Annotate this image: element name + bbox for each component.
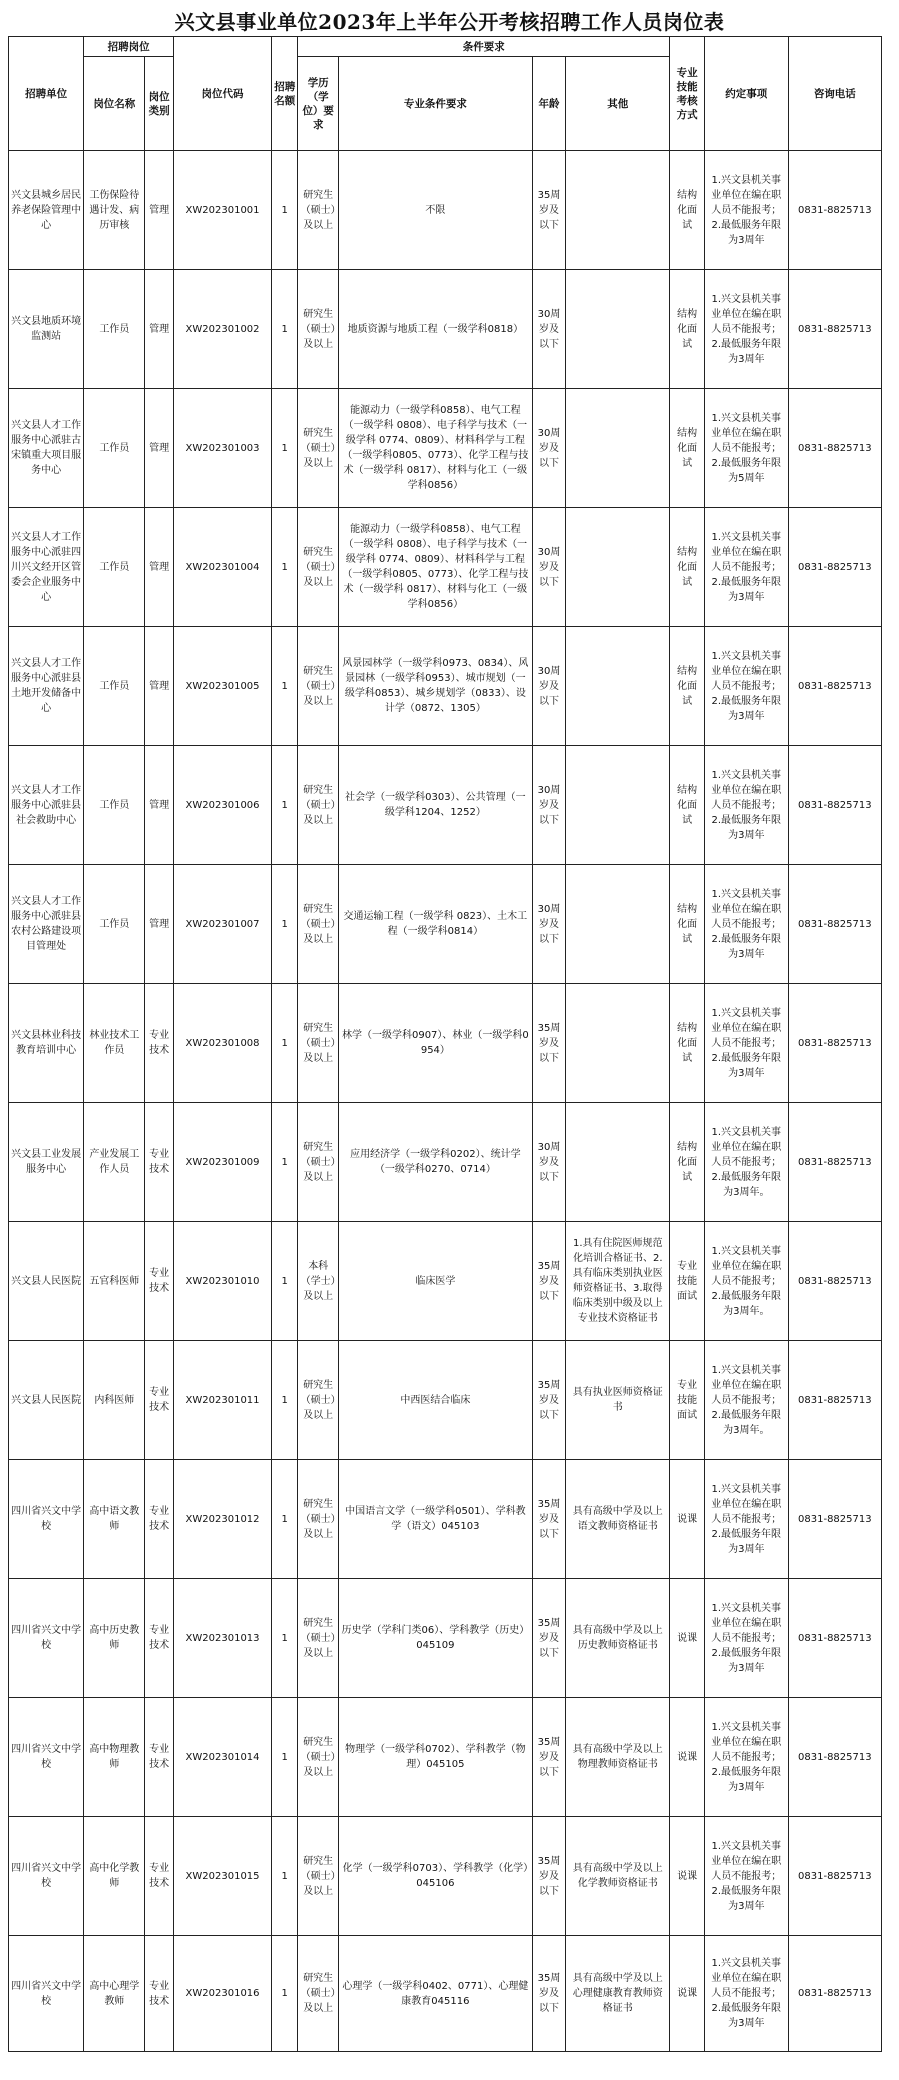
table-row [9, 1936, 882, 2052]
header-conditions: 条件要求 [298, 37, 670, 57]
table-row [9, 1579, 882, 1698]
quota-cell: 1 [272, 1341, 298, 1460]
unit-cell: 四川省兴文中学校 [9, 1460, 84, 1579]
code-cell: XW202301007 [174, 865, 272, 984]
major-cell: 历史学（学科门类06）、学科教学（历史）045109 [339, 1579, 533, 1698]
quota-cell: 1 [272, 151, 298, 270]
agreement-cell: 1.兴文县机关事业单位在编在职人员不能报考；2.最低服务年限为3周年 [704, 984, 788, 1103]
exam-cell: 结构化面试 [670, 389, 705, 508]
major-cell: 地质资源与地质工程（一级学科0818） [339, 270, 533, 389]
unit-cell: 四川省兴文中学校 [9, 1936, 84, 2052]
major-cell: 社会学（一级学科0303）、公共管理（一级学科1204、1252） [339, 746, 533, 865]
header-agreement: 约定事项 [704, 37, 788, 151]
phone-cell: 0831-8825713 [788, 1579, 881, 1698]
phone-cell: 0831-8825713 [788, 1222, 881, 1341]
other-cell: 具有高级中学及以上物理教师资格证书 [566, 1698, 670, 1817]
agreement-cell: 1.兴文县机关事业单位在编在职人员不能报考；2.最低服务年限为3周年。 [704, 1341, 788, 1460]
quota-cell: 1 [272, 1817, 298, 1936]
phone-cell: 0831-8825713 [788, 1698, 881, 1817]
header-post-name: 岗位名称 [84, 57, 145, 151]
age-cell: 30周岁及以下 [532, 1103, 565, 1222]
edu-cell: 研究生（硕士）及以上 [298, 389, 339, 508]
major-cell: 化学（一级学科0703）、学科教学（化学）045106 [339, 1817, 533, 1936]
age-cell: 35周岁及以下 [532, 1341, 565, 1460]
exam-cell: 结构化面试 [670, 508, 705, 627]
exam-cell: 说课 [670, 1817, 705, 1936]
unit-cell: 兴文县人才工作服务中心派驻县土地开发储备中心 [9, 627, 84, 746]
post-name-cell: 高中历史教师 [84, 1579, 145, 1698]
edu-cell: 研究生（硕士）及以上 [298, 984, 339, 1103]
code-cell: XW202301006 [174, 746, 272, 865]
quota-cell: 1 [272, 1698, 298, 1817]
age-cell: 35周岁及以下 [532, 151, 565, 270]
exam-cell: 结构化面试 [670, 984, 705, 1103]
code-cell: XW202301004 [174, 508, 272, 627]
code-cell: XW202301011 [174, 1341, 272, 1460]
other-cell [566, 508, 670, 627]
table-row [9, 389, 882, 508]
page-title: 兴文县事业单位2023年上半年公开考核招聘工作人员岗位表 [174, 10, 725, 34]
other-cell: 具有高级中学及以上心理健康教育教师资格证书 [566, 1936, 670, 2052]
post-type-cell: 管理 [145, 746, 174, 865]
table-row [9, 746, 882, 865]
unit-cell: 兴文县地质环境监测站 [9, 270, 84, 389]
age-cell: 35周岁及以下 [532, 1817, 565, 1936]
major-cell: 林学（一级学科0907）、林业（一级学科0954） [339, 984, 533, 1103]
quota-cell: 1 [272, 389, 298, 508]
post-name-cell: 高中心理学教师 [84, 1936, 145, 2052]
post-type-cell: 管理 [145, 389, 174, 508]
post-type-cell: 专业技术 [145, 1341, 174, 1460]
edu-cell: 研究生（硕士）及以上 [298, 1817, 339, 1936]
major-cell: 不限 [339, 151, 533, 270]
table-row [9, 270, 882, 389]
code-cell: XW202301008 [174, 984, 272, 1103]
edu-cell: 研究生（硕士）及以上 [298, 1103, 339, 1222]
quota-cell: 1 [272, 1222, 298, 1341]
header-unit: 招聘单位 [9, 37, 84, 151]
post-name-cell: 五官科医师 [84, 1222, 145, 1341]
exam-cell: 结构化面试 [670, 1103, 705, 1222]
major-cell: 中国语言文学（一级学科0501）、学科教学（语文）045103 [339, 1460, 533, 1579]
table-row [9, 984, 882, 1103]
post-type-cell: 专业技术 [145, 1579, 174, 1698]
major-cell: 物理学（一级学科0702）、学科教学（物理）045105 [339, 1698, 533, 1817]
post-type-cell: 管理 [145, 865, 174, 984]
unit-cell: 兴文县城乡居民养老保险管理中心 [9, 151, 84, 270]
table-row [9, 1698, 882, 1817]
other-cell [566, 984, 670, 1103]
post-type-cell: 专业技术 [145, 984, 174, 1103]
phone-cell: 0831-8825713 [788, 508, 881, 627]
quota-cell: 1 [272, 1460, 298, 1579]
unit-cell: 四川省兴文中学校 [9, 1698, 84, 1817]
post-name-cell: 高中物理教师 [84, 1698, 145, 1817]
phone-cell: 0831-8825713 [788, 270, 881, 389]
code-cell: XW202301015 [174, 1817, 272, 1936]
phone-cell: 0831-8825713 [788, 1341, 881, 1460]
code-cell: XW202301002 [174, 270, 272, 389]
phone-cell: 0831-8825713 [788, 746, 881, 865]
exam-cell: 说课 [670, 1460, 705, 1579]
unit-cell: 兴文县林业科技教育培训中心 [9, 984, 84, 1103]
exam-cell: 结构化面试 [670, 270, 705, 389]
table-row [9, 1817, 882, 1936]
unit-cell: 兴文县人才工作服务中心派驻县社会救助中心 [9, 746, 84, 865]
table-row [9, 151, 882, 270]
code-cell: XW202301001 [174, 151, 272, 270]
edu-cell: 研究生（硕士）及以上 [298, 508, 339, 627]
post-name-cell: 内科医师 [84, 1341, 145, 1460]
major-cell: 心理学（一级学科0402、0771）、心理健康教育045116 [339, 1936, 533, 2052]
agreement-cell: 1.兴文县机关事业单位在编在职人员不能报考；2.最低服务年限为3周年 [704, 151, 788, 270]
exam-cell: 专业技能面试 [670, 1341, 705, 1460]
header-quota: 招聘名额 [272, 37, 298, 151]
other-cell [566, 746, 670, 865]
quota-cell: 1 [272, 984, 298, 1103]
header-post: 招聘岗位 [84, 37, 174, 57]
other-cell: 具有高级中学及以上历史教师资格证书 [566, 1579, 670, 1698]
phone-cell: 0831-8825713 [788, 627, 881, 746]
header-phone: 咨询电话 [788, 37, 881, 151]
major-cell: 中西医结合临床 [339, 1341, 533, 1460]
header-major: 专业条件要求 [339, 57, 533, 151]
table-row [9, 1341, 882, 1460]
major-cell: 应用经济学（一级学科0202）、统计学（一级学科0270、0714） [339, 1103, 533, 1222]
agreement-cell: 1.兴文县机关事业单位在编在职人员不能报考；2.最低服务年限为3周年 [704, 1698, 788, 1817]
post-name-cell: 工作员 [84, 508, 145, 627]
code-cell: XW202301012 [174, 1460, 272, 1579]
table-row [9, 1103, 882, 1222]
table-row [9, 1460, 882, 1579]
unit-cell: 四川省兴文中学校 [9, 1579, 84, 1698]
other-cell: 具有高级中学及以上化学教师资格证书 [566, 1817, 670, 1936]
edu-cell: 本科（学士）及以上 [298, 1222, 339, 1341]
post-type-cell: 专业技术 [145, 1103, 174, 1222]
post-name-cell: 林业技术工作员 [84, 984, 145, 1103]
post-name-cell: 高中化学教师 [84, 1817, 145, 1936]
age-cell: 35周岁及以下 [532, 1222, 565, 1341]
major-cell: 交通运输工程（一级学科 0823）、土木工程（一级学科0814） [339, 865, 533, 984]
phone-cell: 0831-8825713 [788, 1817, 881, 1936]
post-type-cell: 管理 [145, 151, 174, 270]
edu-cell: 研究生（硕士）及以上 [298, 746, 339, 865]
other-cell: 具有执业医师资格证书 [566, 1341, 670, 1460]
header-other: 其他 [566, 57, 670, 151]
post-name-cell: 工作员 [84, 270, 145, 389]
quota-cell: 1 [272, 627, 298, 746]
quota-cell: 1 [272, 1103, 298, 1222]
post-type-cell: 专业技术 [145, 1222, 174, 1341]
post-name-cell: 工伤保险待遇计发、病历审核 [84, 151, 145, 270]
edu-cell: 研究生（硕士）及以上 [298, 627, 339, 746]
age-cell: 30周岁及以下 [532, 270, 565, 389]
other-cell [566, 627, 670, 746]
age-cell: 35周岁及以下 [532, 1936, 565, 2052]
phone-cell: 0831-8825713 [788, 1103, 881, 1222]
edu-cell: 研究生（硕士）及以上 [298, 1698, 339, 1817]
post-type-cell: 专业技术 [145, 1936, 174, 2052]
age-cell: 35周岁及以下 [532, 1698, 565, 1817]
agreement-cell: 1.兴文县机关事业单位在编在职人员不能报考；2.最低服务年限为3周年 [704, 270, 788, 389]
other-cell: 具有高级中学及以上语文教师资格证书 [566, 1460, 670, 1579]
unit-cell: 兴文县人民医院 [9, 1222, 84, 1341]
age-cell: 30周岁及以下 [532, 865, 565, 984]
major-cell: 能源动力（一级学科0858）、电气工程（一级学科 0808）、电子科学与技术（一级学科 0774、0809）、材料科学与工程（一级学科0805、0773）、化学工程与技术（一级学科 0817）、材料与化工（一级学科0856） [339, 508, 533, 627]
unit-cell: 兴文县人才工作服务中心派驻县农村公路建设项目管理处 [9, 865, 84, 984]
phone-cell: 0831-8825713 [788, 1460, 881, 1579]
quota-cell: 1 [272, 508, 298, 627]
unit-cell: 兴文县人才工作服务中心派驻古宋镇重大项目服务中心 [9, 389, 84, 508]
exam-cell: 结构化面试 [670, 151, 705, 270]
edu-cell: 研究生（硕士）及以上 [298, 1579, 339, 1698]
agreement-cell: 1.兴文县机关事业单位在编在职人员不能报考；2.最低服务年限为3周年 [704, 746, 788, 865]
unit-cell: 四川省兴文中学校 [9, 1817, 84, 1936]
phone-cell: 0831-8825713 [788, 984, 881, 1103]
post-name-cell: 工作员 [84, 627, 145, 746]
code-cell: XW202301009 [174, 1103, 272, 1222]
other-cell [566, 389, 670, 508]
phone-cell: 0831-8825713 [788, 151, 881, 270]
age-cell: 30周岁及以下 [532, 389, 565, 508]
edu-cell: 研究生（硕士）及以上 [298, 1460, 339, 1579]
age-cell: 35周岁及以下 [532, 1579, 565, 1698]
unit-cell: 兴文县人民医院 [9, 1341, 84, 1460]
post-type-cell: 专业技术 [145, 1698, 174, 1817]
phone-cell: 0831-8825713 [788, 865, 881, 984]
agreement-cell: 1.兴文县机关事业单位在编在职人员不能报考；2.最低服务年限为3周年 [704, 627, 788, 746]
age-cell: 30周岁及以下 [532, 746, 565, 865]
agreement-cell: 1.兴文县机关事业单位在编在职人员不能报考；2.最低服务年限为3周年 [704, 1817, 788, 1936]
header-post-type: 岗位类别 [145, 57, 174, 151]
table-row [9, 1222, 882, 1341]
age-cell: 30周岁及以下 [532, 508, 565, 627]
phone-cell: 0831-8825713 [788, 389, 881, 508]
quota-cell: 1 [272, 1936, 298, 2052]
other-cell [566, 865, 670, 984]
post-type-cell: 专业技术 [145, 1460, 174, 1579]
unit-cell: 兴文县人才工作服务中心派驻四川兴文经开区管委会企业服务中心 [9, 508, 84, 627]
exam-cell: 说课 [670, 1936, 705, 2052]
quota-cell: 1 [272, 270, 298, 389]
post-name-cell: 高中语文教师 [84, 1460, 145, 1579]
post-type-cell: 管理 [145, 627, 174, 746]
major-cell: 风景园林学（一级学科0973、0834）、风景园林（一级学科0953）、城市规划（一级学科0853）、城乡规划学（0833）、设计学（0872、1305） [339, 627, 533, 746]
agreement-cell: 1.兴文县机关事业单位在编在职人员不能报考；2.最低服务年限为3周年 [704, 1579, 788, 1698]
major-cell: 能源动力（一级学科0858）、电气工程（一级学科 0808）、电子科学与技术（一级学科 0774、0809）、材料科学与工程（一级学科0805、0773）、化学工程与技术（一级学科 0817）、材料与化工（一级学科0856） [339, 389, 533, 508]
quota-cell: 1 [272, 865, 298, 984]
code-cell: XW202301016 [174, 1936, 272, 2052]
post-type-cell: 管理 [145, 508, 174, 627]
unit-cell: 兴文县工业发展服务中心 [9, 1103, 84, 1222]
agreement-cell: 1.兴文县机关事业单位在编在职人员不能报考；2.最低服务年限为3周年 [704, 1936, 788, 2052]
edu-cell: 研究生（硕士）及以上 [298, 270, 339, 389]
age-cell: 30周岁及以下 [532, 627, 565, 746]
code-cell: XW202301003 [174, 389, 272, 508]
post-name-cell: 工作员 [84, 746, 145, 865]
code-cell: XW202301013 [174, 1579, 272, 1698]
header-code: 岗位代码 [174, 37, 272, 151]
post-name-cell: 工作员 [84, 865, 145, 984]
phone-cell: 0831-8825713 [788, 1936, 881, 2052]
exam-cell: 结构化面试 [670, 865, 705, 984]
post-name-cell: 产业发展工作人员 [84, 1103, 145, 1222]
quota-cell: 1 [272, 746, 298, 865]
age-cell: 35周岁及以下 [532, 1460, 565, 1579]
edu-cell: 研究生（硕士）及以上 [298, 1341, 339, 1460]
post-type-cell: 专业技术 [145, 1817, 174, 1936]
code-cell: XW202301014 [174, 1698, 272, 1817]
exam-cell: 专业技能面试 [670, 1222, 705, 1341]
table-row [9, 508, 882, 627]
agreement-cell: 1.兴文县机关事业单位在编在职人员不能报考；2.最低服务年限为3周年 [704, 1460, 788, 1579]
major-cell: 临床医学 [339, 1222, 533, 1341]
edu-cell: 研究生（硕士）及以上 [298, 151, 339, 270]
other-cell [566, 1103, 670, 1222]
exam-cell: 说课 [670, 1698, 705, 1817]
agreement-cell: 1.兴文县机关事业单位在编在职人员不能报考；2.最低服务年限为3周年 [704, 865, 788, 984]
header-age: 年龄 [532, 57, 565, 151]
exam-cell: 结构化面试 [670, 746, 705, 865]
table-row [9, 865, 882, 984]
exam-cell: 说课 [670, 1579, 705, 1698]
other-cell [566, 151, 670, 270]
age-cell: 35周岁及以下 [532, 984, 565, 1103]
exam-cell: 结构化面试 [670, 627, 705, 746]
agreement-cell: 1.兴文县机关事业单位在编在职人员不能报考；2.最低服务年限为5周年 [704, 389, 788, 508]
edu-cell: 研究生（硕士）及以上 [298, 865, 339, 984]
table-row [9, 627, 882, 746]
agreement-cell: 1.兴文县机关事业单位在编在职人员不能报考；2.最低服务年限为3周年。 [704, 1103, 788, 1222]
other-cell [566, 270, 670, 389]
code-cell: XW202301010 [174, 1222, 272, 1341]
header-exam: 专业技能考核方式 [670, 37, 705, 151]
agreement-cell: 1.兴文县机关事业单位在编在职人员不能报考；2.最低服务年限为3周年 [704, 508, 788, 627]
post-type-cell: 管理 [145, 270, 174, 389]
header-edu: 学历（学位）要求 [298, 57, 339, 151]
agreement-cell: 1.兴文县机关事业单位在编在职人员不能报考；2.最低服务年限为3周年。 [704, 1222, 788, 1341]
code-cell: XW202301005 [174, 627, 272, 746]
other-cell: 1.具有住院医师规范化培训合格证书、2.具有临床类别执业医师资格证书、3.取得临床类别中级及以上专业技术资格证书 [566, 1222, 670, 1341]
job-table [8, 36, 882, 2052]
edu-cell: 研究生（硕士）及以上 [298, 1936, 339, 2052]
quota-cell: 1 [272, 1579, 298, 1698]
post-name-cell: 工作员 [84, 389, 145, 508]
